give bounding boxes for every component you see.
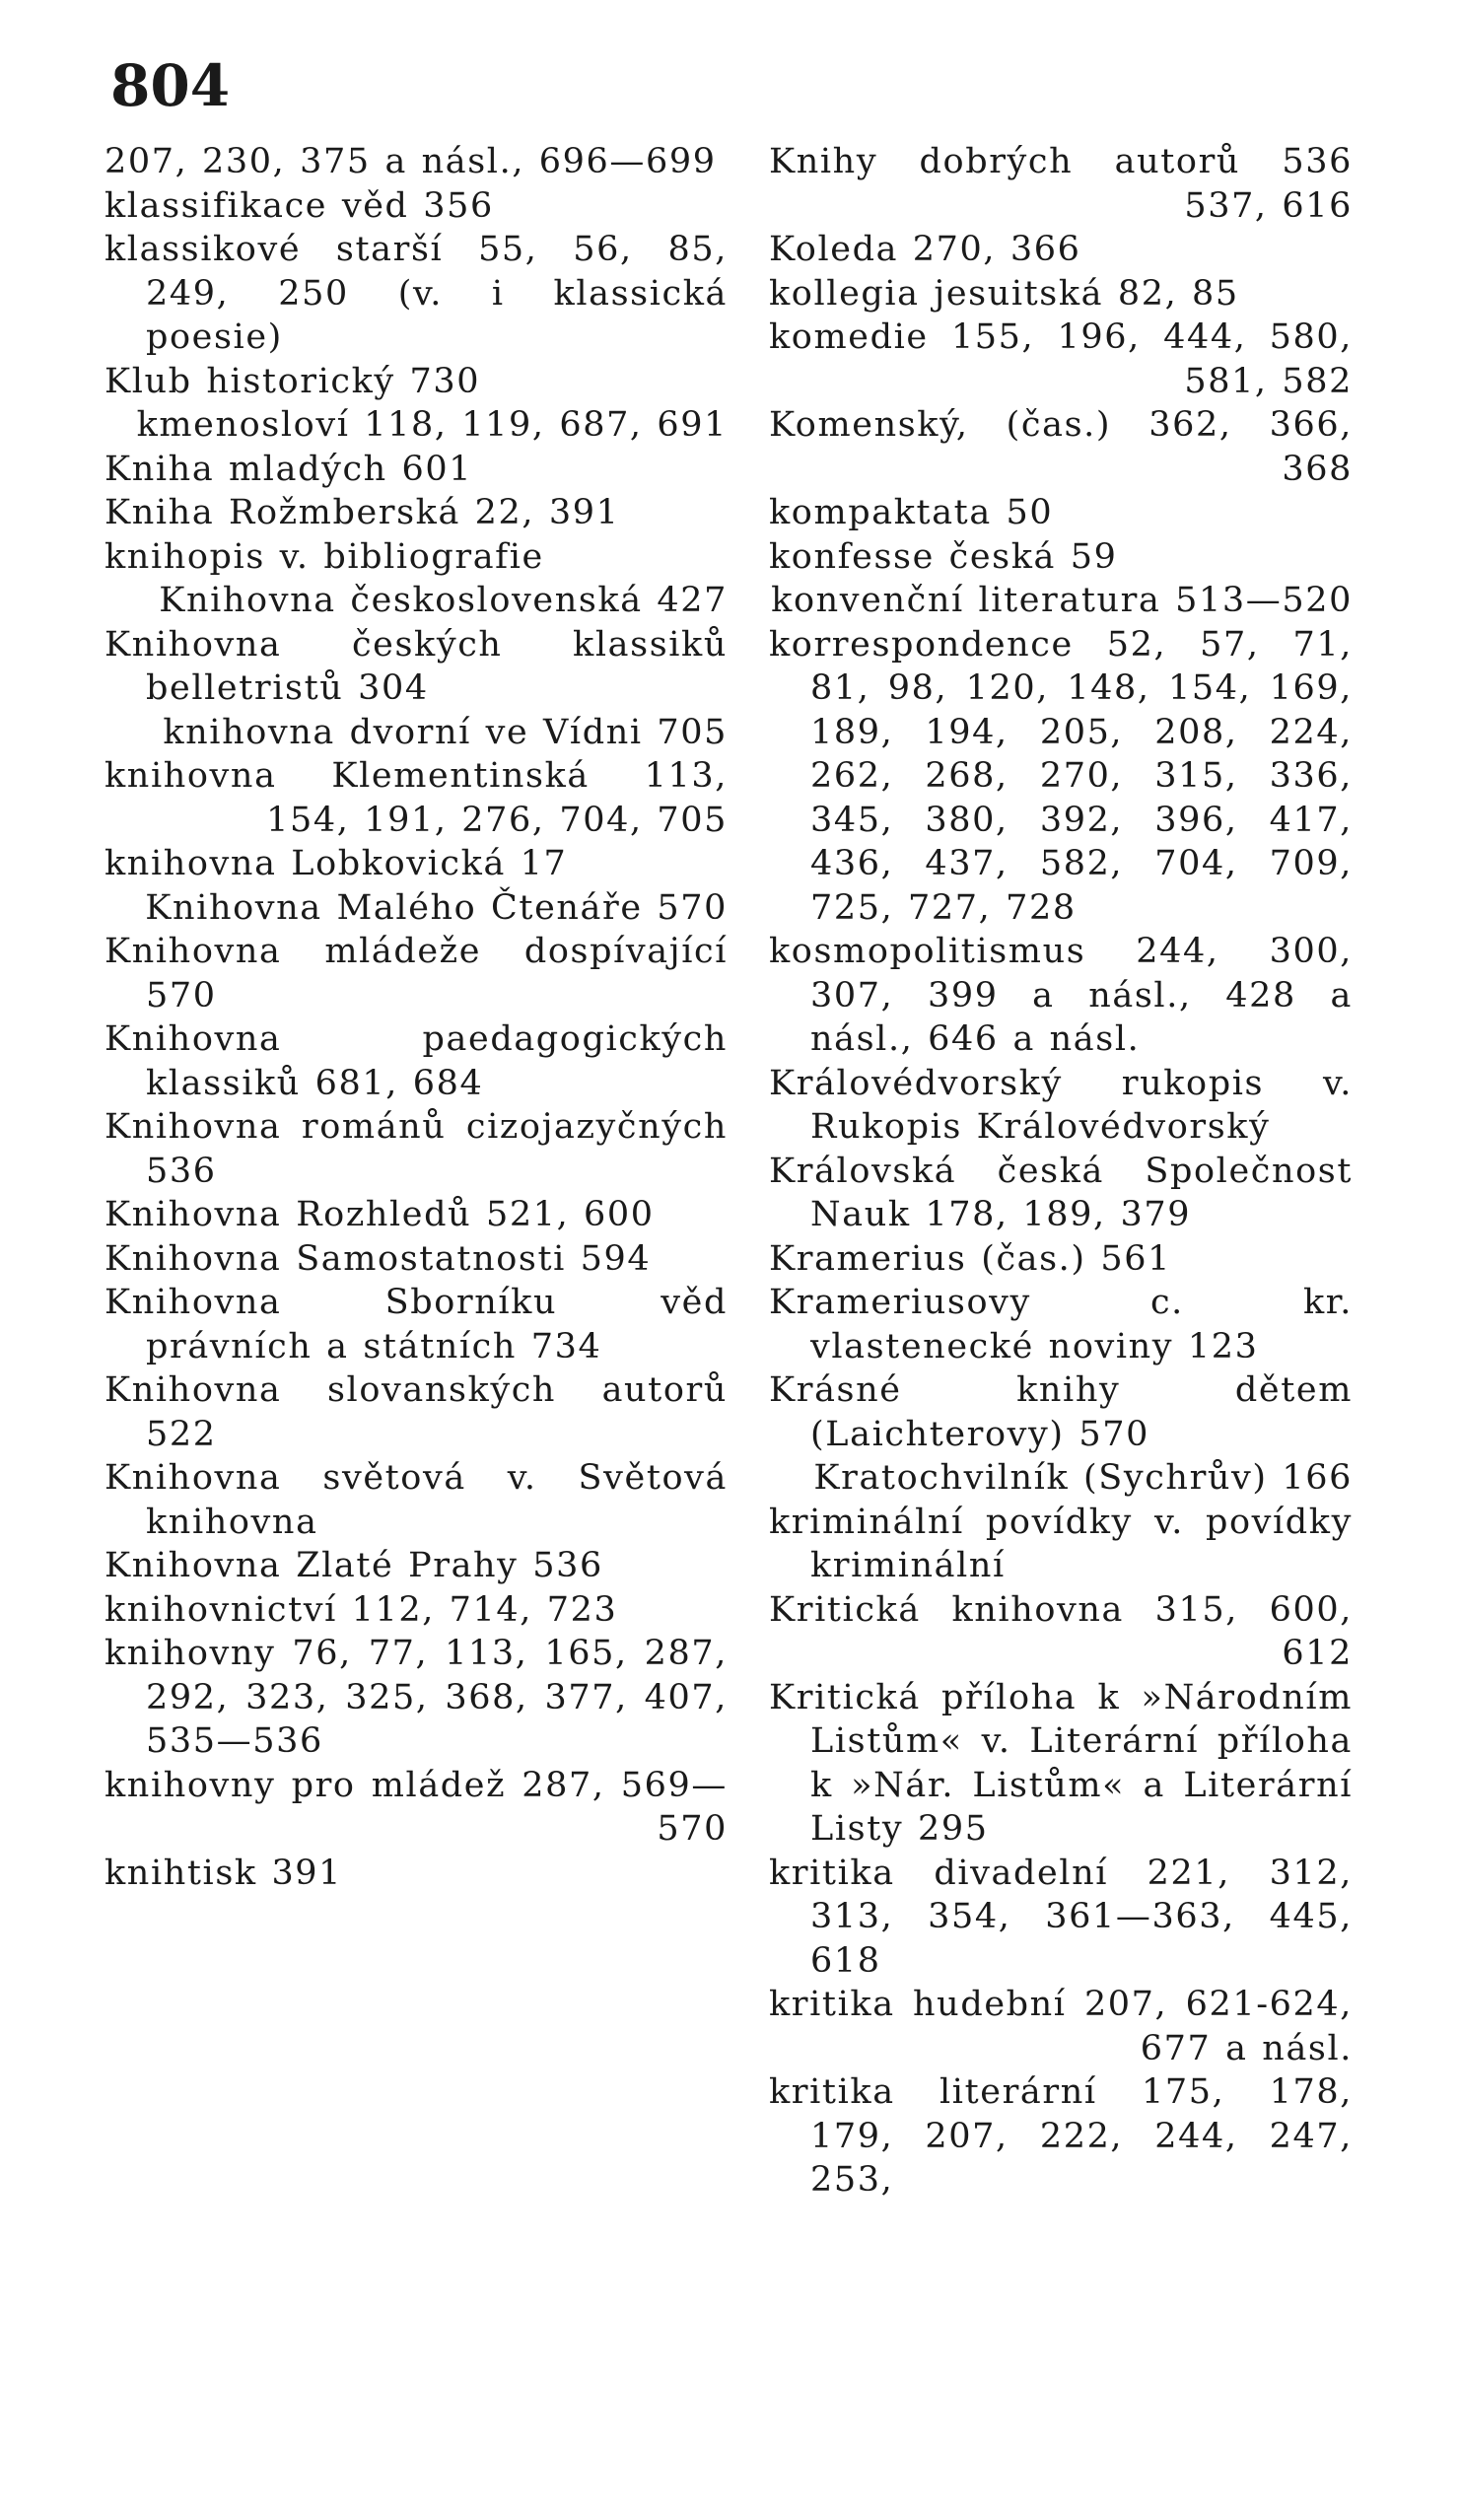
index-entry: Kritická příloha k »Národním Listům« v. Literární příloha k »Nár. Listům« a Literární Listy 295: [769, 1677, 1353, 1849]
page-number: 804: [110, 52, 231, 119]
index-entry: Knihovna světová v. Světová knihovna: [104, 1458, 728, 1542]
index-entry: Krameriusovy c. kr. vlastenecké noviny 123: [769, 1283, 1353, 1366]
index-entry: komedie 155, 196, 444, 580, 581, 582: [769, 317, 1353, 401]
index-entry: klassifikace věd 356: [104, 185, 494, 226]
index-entry: Kratochvilník (Sychrův) 166: [813, 1458, 1353, 1498]
index-entry: Královská česká Společnost Nauk 178, 189, 379: [769, 1151, 1353, 1234]
index-entry: Knihovna románů cizojazyčných 536: [104, 1107, 728, 1191]
index-entry: Knihovna československá 427: [159, 581, 728, 620]
index-entry: Knihovna paedagogických klassiků 681, 684: [104, 1019, 728, 1103]
index-entry: Knihovna Samostatnosti 594: [104, 1238, 652, 1279]
index-entry: konvenční literatura 513—520: [771, 581, 1353, 620]
index-entry: Knihy dobrých autorů 536 537, 616: [769, 142, 1353, 226]
index-entry: Kniha Rožmberská 22, 391: [104, 493, 620, 532]
index-entry: kritika hudební 207, 621-624, 677 a násl.: [769, 1985, 1353, 2068]
index-entry: Knihovna Zlaté Prahy 536: [104, 1546, 603, 1585]
index-entry: Kritická knihovna 315, 600, 612: [769, 1589, 1353, 1673]
index-entry: Kramerius (čas.) 561: [769, 1238, 1171, 1279]
index-entry: knihovna Lobkovická 17: [104, 844, 568, 883]
index-entry: Klub historický 730: [104, 361, 481, 401]
index-entry: Knihovna Malého Čtenáře 570: [145, 887, 728, 928]
index-entry: Kniha mladých 601: [104, 449, 473, 489]
index-entry: Krásné knihy dětem (Laichterovy) 570: [769, 1370, 1353, 1454]
index-entry: kriminální povídky v. povídky kriminální: [769, 1502, 1353, 1585]
index-entry: Komenský, (čas.) 362, 366, 368: [769, 405, 1353, 489]
index-entry: Knihovna českých klassiků belletristů 304: [104, 624, 728, 708]
index-entry: klassikové starší 55, 56, 85, 249, 250 (v. i klassická poesie): [104, 230, 728, 357]
index-entry: kosmopolitismus 244, 300, 307, 399 a násl., 428 a násl., 646 a násl.: [769, 932, 1353, 1059]
index-entry: Knihovna Sborníku věd právních a státních 734: [104, 1283, 728, 1366]
index-entry: knihopis v. bibliografie: [104, 536, 544, 577]
index-entry: Koleda 270, 366: [769, 230, 1081, 269]
index-entry: kritika divadelní 221, 312, 313, 354, 361—363, 445, 618: [769, 1853, 1353, 1981]
index-entry: knihovnictví 112, 714, 723: [104, 1589, 618, 1630]
index-entry: kmenosloví 118, 119, 687, 691: [136, 405, 728, 445]
index-entry: knihtisk 391: [104, 1853, 343, 1893]
index-entry: kollegia jesuitská 82, 85: [769, 273, 1239, 314]
index-entry: knihovna Klementinská 113, 154, 191, 276, 704, 705: [104, 756, 728, 840]
index-entry: Knihovna Rozhledů 521, 600: [104, 1195, 655, 1234]
index-entry: knihovny pro mládež 287, 569—570: [104, 1765, 728, 1849]
index-entry: 207, 230, 375 a násl., 696—699: [104, 142, 717, 181]
index-column-right: [769, 140, 1353, 2203]
index-column-left: [104, 140, 728, 1895]
index-entry: knihovna dvorní ve Vídni 705: [163, 712, 728, 752]
index-entry: korrespondence 52, 57, 71, 81, 98, 120, 148, 154, 169, 189, 194, 205, 208, 224, 262, 268, 270, 315, 336, 345, 380, 392, 396, 417, 436, 437, 582, 704, 709, 725, 727, 728: [769, 624, 1353, 928]
index-entry: Knihovna slovanských autorů 522: [104, 1370, 728, 1454]
index-entry: konfesse česká 59: [769, 536, 1118, 577]
index-entry: kritika literární 175, 178, 179, 207, 222, 244, 247, 253,: [769, 2072, 1353, 2200]
index-entry: knihovny 76, 77, 113, 165, 287, 292, 323, 325, 368, 377, 407, 535—536: [104, 1634, 728, 1761]
index-entry: Královédvorský rukopis v. Rukopis Královédvorský: [769, 1063, 1353, 1147]
index-entry: Knihovna mládeže dospívající 570: [104, 932, 728, 1015]
index-entry: kompaktata 50: [769, 493, 1054, 532]
